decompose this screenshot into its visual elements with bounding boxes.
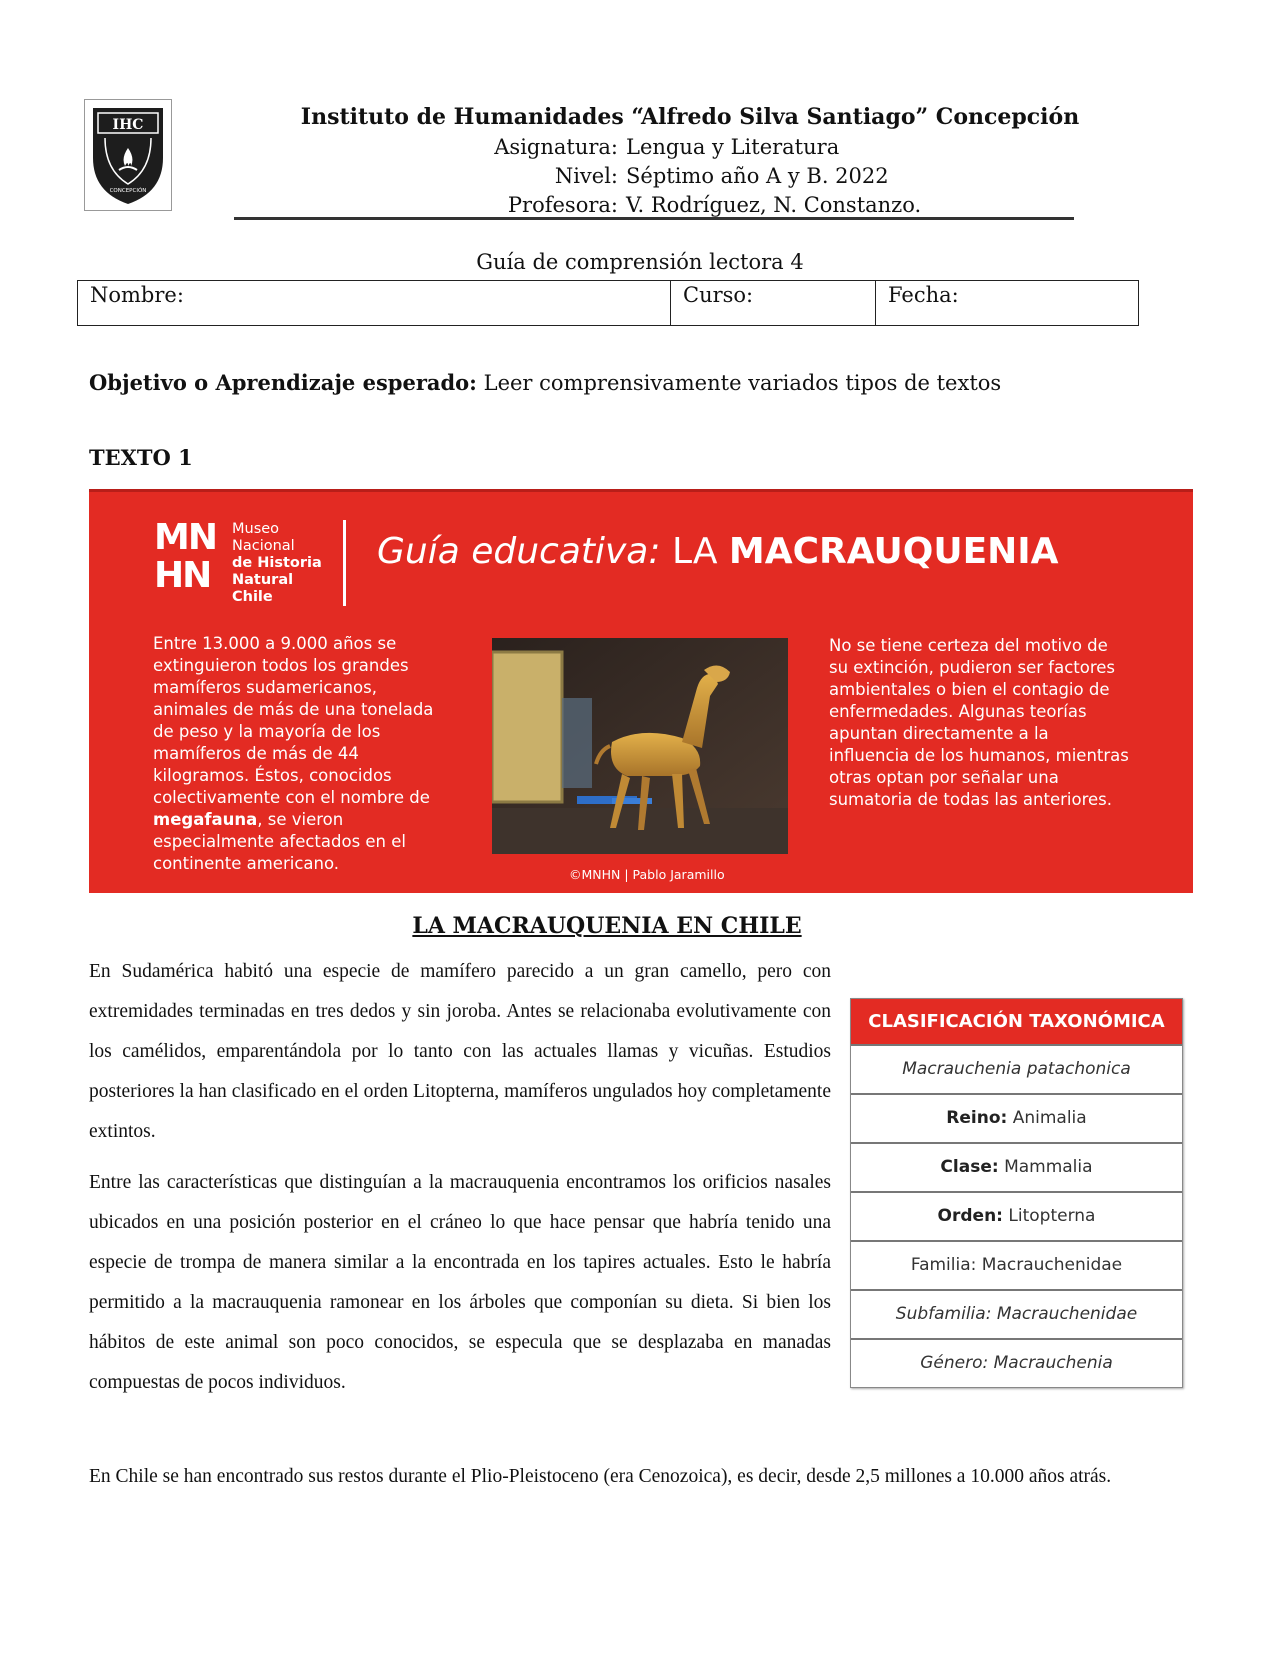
institution-logo (84, 99, 172, 211)
banner-title-bold: MACRAUQUENIA (728, 531, 1059, 572)
familia-value: Macrauchenidae (981, 1255, 1123, 1275)
banner-top-border (89, 489, 1193, 492)
level-label: Nivel: (554, 164, 618, 188)
header-info (460, 133, 940, 220)
educational-banner (89, 489, 1193, 893)
reino-label: Reino: (946, 1108, 1008, 1128)
museum-line: Museo (232, 521, 280, 537)
mnhn-letters-bottom: HN (154, 555, 211, 596)
header-divider (234, 217, 1074, 220)
clase-value: Mammalia (1004, 1157, 1093, 1177)
subject-line (460, 133, 940, 162)
taxonomy-table (850, 998, 1183, 1388)
objective (89, 370, 1001, 395)
objective-label: Objetivo o Aprendizaje esperado: (89, 370, 477, 395)
article-paragraph: Entre las características que distinguían a la macrauquenia encontramos los orificios nasales ubicados en una posición posterior en el cráneo lo que hace pensar que habría tenido una especie de trompa de manera similar a la encontrada en los tapires actuales. Esto le habría permitido a la macrauquenia ramonear en los árboles que componían su dieta. Si bien los hábitos de este animal son poco conocidos, se especula que se desplazaba en manadas compuestas de pocos individuos. (89, 1172, 831, 1393)
course-field[interactable] (671, 281, 876, 325)
orden-label: Orden: (937, 1206, 1003, 1226)
taxonomy-orden (851, 1191, 1182, 1240)
subject-value: Lengua y Literatura (626, 135, 840, 159)
subfamilia-value: Macrauchenidae (996, 1304, 1138, 1324)
name-field[interactable] (78, 281, 671, 325)
logo-text: IHC (112, 117, 144, 133)
orden-value: Litopterna (1008, 1206, 1096, 1226)
section-label: TEXTO 1 (89, 445, 193, 470)
date-label: Fecha: (888, 283, 959, 307)
subfamilia-label: Subfamilia: (895, 1304, 992, 1324)
familia-label: Familia: (910, 1255, 977, 1275)
name-label: Nombre: (90, 283, 184, 307)
date-field[interactable] (876, 281, 1138, 325)
taxonomy-species: Macrauchenia patachonica (851, 1044, 1182, 1093)
banner-title (377, 531, 1059, 572)
banner-left-text-bold: megafauna (153, 810, 258, 829)
taxonomy-reino (851, 1093, 1182, 1142)
taxonomy-familia (851, 1240, 1182, 1289)
museum-line: de Historia (232, 555, 322, 571)
taxonomy-subfamilia (851, 1289, 1182, 1338)
banner-left-text-start: Entre 13.000 a 9.000 años se extinguieron todos los grandes mamíferos sudamericanos, animales de más de una tonelada de peso y la mayoría de los mamíferos de más de 44 kilogramos. Éstos, conocidos colectivamente con el nombre de (153, 634, 434, 807)
banner-title-la: LA (671, 531, 718, 572)
student-info-table (77, 280, 1139, 326)
teacher-line (460, 191, 940, 220)
article-paragraph: En Chile se han encontrado sus restos durante el Plio-Pleistoceno (era Cenozoica), es decir, desde 2,5 millones a 10.000 años atrás. (89, 1466, 1112, 1487)
taxonomy-header: CLASIFICACIÓN TAXONÓMICA (851, 999, 1182, 1044)
genero-label: Género: (920, 1353, 989, 1373)
mnhn-letters-top: MN (154, 517, 216, 558)
banner-title-italic: Guía educativa: (377, 531, 661, 572)
mnhn-logo (154, 519, 226, 599)
logo-subtext: CONCEPCIÓN (109, 188, 147, 194)
teacher-value: V. Rodríguez, N. Constanzo. (626, 193, 922, 217)
taxonomy-clase (851, 1142, 1182, 1191)
banner-divider (343, 520, 346, 606)
guide-title: Guía de comprensión lectora 4 (476, 250, 804, 274)
banner-left-text-end: , se vieron especialmente afectados en el continente americano. (153, 810, 406, 873)
macrauquenia-image (492, 638, 788, 854)
shield-icon (85, 100, 171, 210)
museum-line: Natural (232, 572, 294, 588)
macrauquenia-photo (492, 638, 788, 854)
photo-credit: ©MNHN | Pablo Jaramillo (569, 867, 725, 882)
article-title: LA MACRAUQUENIA EN CHILE (412, 913, 802, 939)
level-line (460, 162, 940, 191)
museum-name (232, 521, 322, 606)
institution-title: Instituto de Humanidades “Alfredo Silva Santiago” Concepción (300, 104, 1080, 130)
clase-label: Clase: (940, 1157, 999, 1177)
taxonomy-genero (851, 1338, 1182, 1387)
article-paragraph: En Sudamérica habitó una especie de mamífero parecido a un gran camello, pero con extremidades terminadas en tres dedos y sin joroba. Antes se relacionaba evolutivamente con los camélidos, emparentándola por lo tanto con las actuales llamas y vicuñas. Estudios posteriores la han clasificado en el orden Litopterna, mamíferos ungulados hoy completamente extintos. (89, 961, 831, 1142)
objective-text: Leer comprensivamente variados tipos de textos (483, 371, 1002, 395)
banner-left-text (153, 633, 453, 875)
genero-value: Macrauchenia (993, 1353, 1113, 1373)
museum-line: Chile (232, 589, 273, 605)
teacher-label: Profesora: (507, 193, 618, 217)
subject-label: Asignatura: (494, 135, 618, 159)
museum-line: Nacional (232, 538, 295, 554)
course-label: Curso: (683, 283, 754, 307)
banner-right-text: No se tiene certeza del motivo de su extinción, pudieron ser factores ambientales o bien el contagio de enfermedades. Algunas teorías apuntan directamente a la influencia de los humanos, mientras otras optan por señalar una sumatoria de todas las anteriores. (829, 636, 1129, 809)
reino-value: Animalia (1012, 1108, 1087, 1128)
level-value: Séptimo año A y B. 2022 (626, 164, 889, 188)
